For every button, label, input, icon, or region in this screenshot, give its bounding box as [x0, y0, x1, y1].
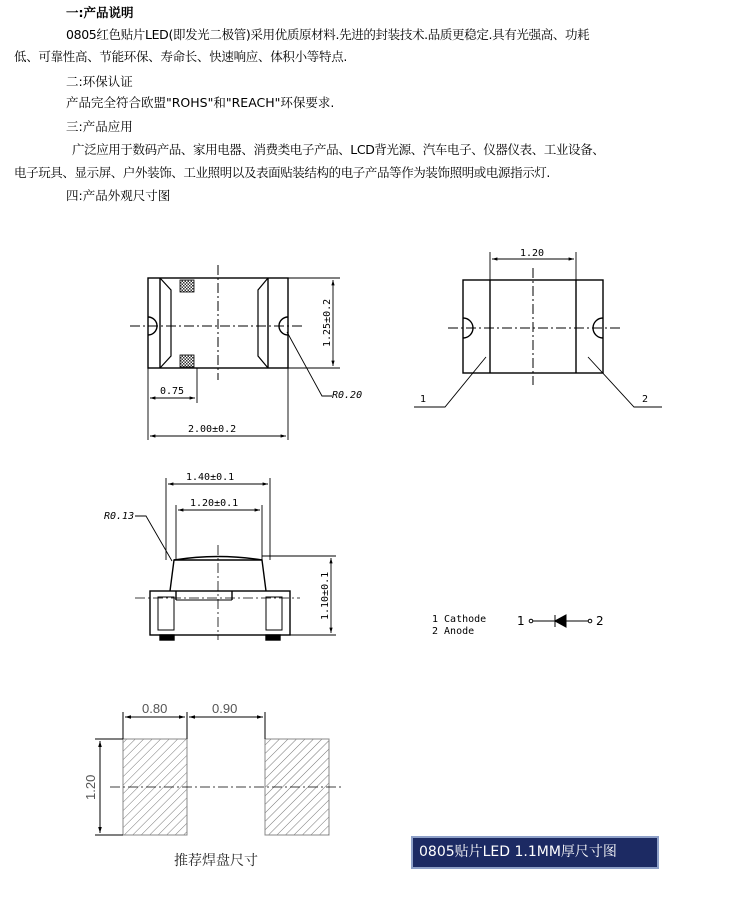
section2-title: 二:环保认证	[66, 74, 133, 89]
cathode-mark	[180, 280, 194, 292]
pad-height-dim: 1.20	[83, 774, 98, 800]
section1-text-line2: 低、可靠性高、节能环保、寿命长、快速响应、体积小等特点.	[14, 49, 348, 64]
diode-pin-1: 1	[517, 614, 525, 628]
top-width-dim: 2.00±0.2	[188, 424, 237, 435]
top-pad-dim: 0.75	[160, 386, 185, 397]
diode-pin-2: 2	[596, 614, 604, 628]
diode-symbol-icon	[529, 615, 592, 627]
top-height-dim: 1.25±0.2	[322, 298, 333, 347]
cathode-mark-bottom	[180, 355, 194, 367]
bottom-label-1: 1	[420, 394, 427, 405]
bottom-label-2: 2	[642, 394, 649, 405]
section1-text-line1: 0805红色贴片LED(即发光二极管)采用优质原材料.先进的封装技术.品质更稳定.具有光强高、功耗	[66, 27, 590, 42]
side-radius-label: R0.13	[104, 511, 135, 522]
section3-text-line2: 电子玩具、显示屏、户外装饰、工业照明以及表面贴装结构的电子产品等作为装饰照明或电源指示灯.	[14, 165, 550, 180]
top-view	[130, 265, 340, 440]
pad-caption: 推荐焊盘尺寸	[174, 853, 258, 869]
section1-title: 一:产品说明	[66, 5, 134, 20]
legend-cathode: 1 Cathode	[432, 614, 487, 625]
pad-layout	[95, 712, 342, 835]
title-banner: 0805贴片LED 1.1MM厚尺寸图	[411, 836, 659, 869]
pad-gap-dim: 0.90	[212, 701, 238, 716]
bottom-top-dim: 1.20	[520, 248, 545, 259]
section4-title: 四:产品外观尺寸图	[66, 188, 171, 203]
top-radius-label: R0.20	[332, 390, 363, 401]
section3-title: 三:产品应用	[66, 119, 133, 134]
section3-text-line1: 广泛应用于数码产品、家用电器、消费类电子产品、LCD背光源、汽车电子、仪器仪表、工业设备、	[72, 142, 605, 157]
pad-width-dim: 0.80	[142, 701, 168, 716]
section2-text: 产品完全符合欧盟"ROHS"和"REACH"环保要求.	[66, 95, 335, 110]
bottom-view	[414, 252, 662, 407]
side-outer-dim: 1.40±0.1	[186, 472, 235, 483]
legend-anode: 2 Anode	[432, 626, 475, 637]
side-height-dim: 1.10±0.1	[320, 571, 331, 620]
side-inner-dim: 1.20±0.1	[190, 498, 239, 509]
